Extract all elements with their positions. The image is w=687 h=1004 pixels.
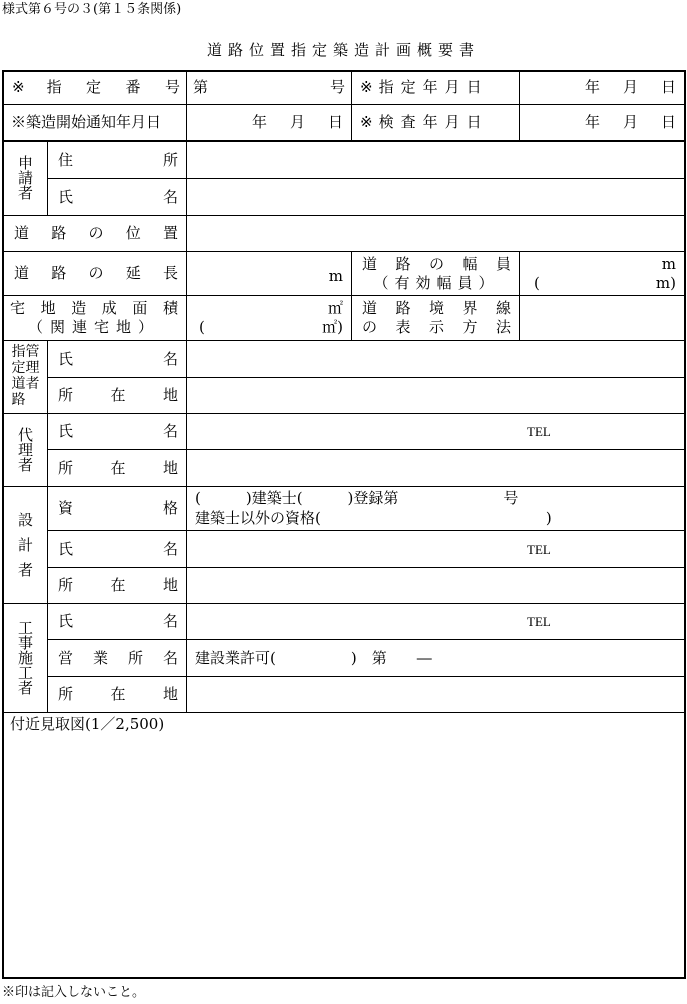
contractor-name-label: 氏 名 (58, 612, 178, 630)
applicant-address-field[interactable] (187, 142, 684, 178)
road-manager-group-label: 管 理 者 指 定 道 路 (11, 344, 40, 408)
contractor-location-field[interactable] (187, 677, 684, 712)
contractor-group-label: 工 事 施 工 者 (17, 618, 33, 697)
road-length-label: 道 路 の 延 長 (14, 264, 178, 282)
vicinity-map-area[interactable] (4, 713, 684, 977)
form-number: 様式第６号の３(第１５条関係) (2, 2, 182, 17)
road-location-field[interactable] (187, 216, 684, 251)
construction-notice-date-label: ※築造開始通知年月日 (11, 113, 162, 131)
agent-name-label: 氏 名 (58, 422, 178, 440)
designation-number-field[interactable]: 第 号 (193, 78, 345, 96)
designer-location-label: 所 在 地 (58, 576, 178, 594)
inspection-date-field[interactable]: 年 月 日 (584, 113, 676, 131)
designation-number-label: ※ 指 定 番 号 (12, 78, 180, 96)
site-area-field[interactable]: ㎡ ( ㎡) (199, 299, 343, 336)
site-area-label: 宅 地 造 成 面 積 （関連宅地） (10, 299, 178, 336)
designer-qualification-label: 資 格 (58, 499, 178, 517)
agent-name-field[interactable]: TEL (527, 424, 551, 439)
agent-location-field[interactable] (187, 450, 684, 486)
agent-group-label: 代 理 者 (17, 425, 33, 474)
designer-name-field[interactable]: TEL (527, 541, 551, 557)
road-location-label: 道 路 の 位 置 (14, 224, 178, 242)
contractor-location-label: 所 在 地 (58, 685, 178, 703)
footer-note: ※印は記入しないこと。 (2, 985, 146, 1000)
contractor-license-field[interactable]: 建設業許可( ) 第 ― (195, 648, 432, 667)
designer-name-label: 氏 名 (58, 539, 178, 558)
contractor-office-label: 営 業 所 名 (58, 648, 178, 667)
agent-location-label: 所 在 地 (58, 458, 178, 477)
road-width-field[interactable]: m ( m) (534, 254, 676, 292)
vicinity-map-label: 付近見取図(1／2,500) (10, 715, 165, 733)
applicant-name-field[interactable] (187, 179, 684, 215)
designer-group-label: 設 計 者 (17, 510, 33, 579)
road-manager-name-field[interactable] (187, 341, 684, 377)
boundary-display-label: 道 路 境 界 線 の 表 示 方 法 (362, 299, 511, 336)
road-manager-location-field[interactable] (187, 378, 684, 413)
road-width-label: 道 路 の 幅 員 （有効幅員） (362, 254, 511, 292)
road-length-field[interactable]: m (328, 267, 343, 285)
table-border-right (684, 70, 686, 979)
designer-qualification-field[interactable]: ( )建築士( )登録第 号 建築士以外の資格( ) (195, 489, 552, 527)
applicant-address-label: 住 所 (58, 150, 178, 169)
designation-date-field[interactable]: 年 月 日 (584, 78, 676, 96)
designer-location-field[interactable] (187, 568, 684, 603)
boundary-display-field[interactable] (520, 296, 684, 340)
road-manager-name-label: 氏 名 (58, 349, 178, 368)
table-border-bottom (2, 977, 686, 979)
contractor-name-field[interactable]: TEL (527, 614, 551, 629)
road-manager-location-label: 所 在 地 (58, 386, 178, 404)
designation-date-label: ※ 指定年月日 (360, 78, 489, 96)
applicant-group-label: 申 請 者 (17, 154, 33, 202)
construction-notice-date-field[interactable]: 年 月 日 (251, 113, 343, 131)
page-title: 道路位置指定築造計画概要書 (206, 41, 480, 59)
applicant-name-label: 氏 名 (58, 187, 178, 206)
inspection-date-label: ※ 検査年月日 (360, 113, 489, 131)
